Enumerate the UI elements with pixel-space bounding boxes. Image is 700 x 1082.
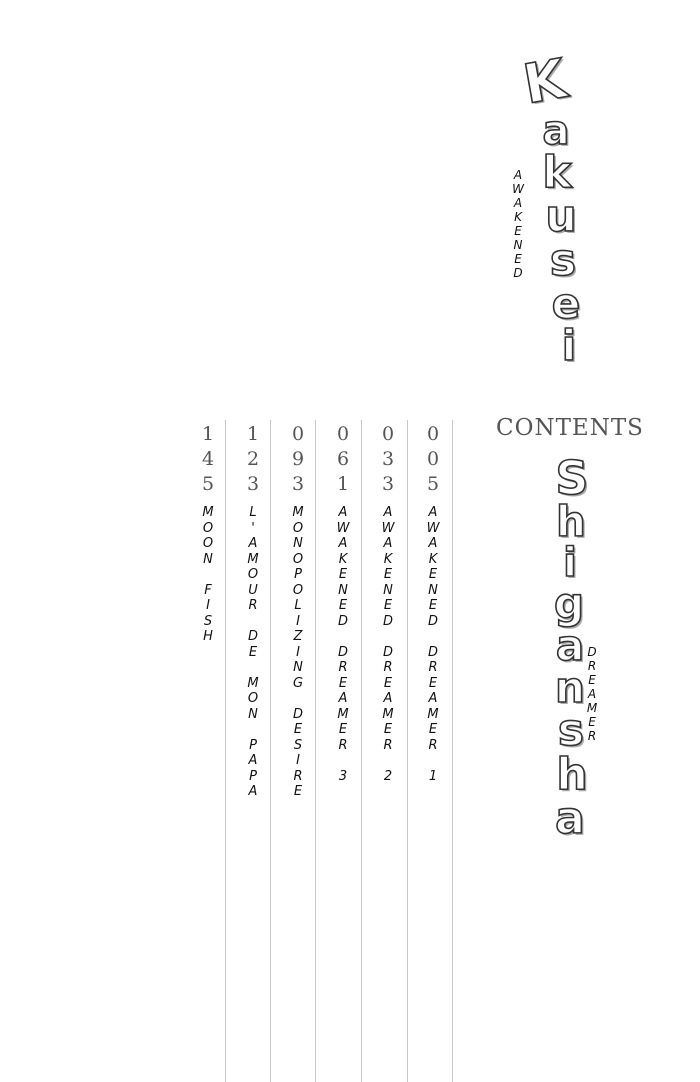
title-letter: i [561,321,577,370]
vertical-char: K [383,551,393,567]
vertical-char: I [296,644,300,660]
vertical-char: A [383,536,393,551]
vertical-char: E [293,784,303,799]
vertical-char [206,567,210,583]
subtitle-char: D [587,645,597,659]
vertical-char: K [428,551,438,567]
title-letter: g [553,579,585,628]
vertical-char: A [383,505,393,520]
vertical-char: 2 [383,768,393,784]
vertical-char: R [338,660,348,675]
contents-entry[interactable] [373,422,403,784]
vertical-char: E [383,722,393,737]
vertical-char: 1 [246,423,260,445]
vertical-char: I [296,613,300,629]
column-divider [361,420,362,1082]
vertical-char: A [338,536,348,551]
vertical-char: M [247,675,259,691]
vertical-char: D [292,706,303,722]
vertical-char: G [292,675,304,691]
vertical-char: E [428,567,438,582]
title-letter: i [563,540,577,586]
title-letter: u [545,191,577,242]
vertical-char: 3 [291,473,305,495]
vertical-char: R [428,737,438,753]
vertical-char: 3 [381,473,395,495]
entry-title [427,505,440,784]
vertical-char: O [292,520,304,536]
entry-title [292,505,303,800]
vertical-char: D [247,629,258,644]
entry-page-number [247,422,259,497]
contents-entry[interactable] [418,422,448,784]
vertical-char: W [426,520,440,536]
vertical-char: Z [293,629,303,644]
vertical-char: N [293,536,303,551]
vertical-char: S [293,737,303,753]
vertical-char: 5 [426,473,440,495]
vertical-char: A [248,784,258,799]
vertical-char: O [202,520,214,536]
vertical-char: E [248,644,258,660]
vertical-char: S [203,613,213,629]
vertical-char: N [293,660,303,675]
vertical-char: 0 [426,448,440,470]
vertical-char: E [428,722,438,737]
subtitle-char: A [587,687,597,701]
vertical-char [251,722,255,738]
vertical-char: 0 [426,423,440,445]
vertical-char: R [383,737,393,753]
vertical-char: D [337,644,348,660]
subtitle-char: W [512,182,524,196]
subtitle-char: M [586,701,598,715]
vertical-char: M [292,505,304,520]
title-letter: s [549,235,577,286]
vertical-char: 6 [336,448,350,470]
vertical-char [251,614,255,630]
vertical-char: W [336,520,350,536]
vertical-char [386,753,390,769]
vertical-char: 1 [428,768,438,784]
vertical-char: M [382,706,394,722]
vertical-char: R [428,660,438,675]
vertical-char: A [248,536,258,551]
vertical-char: R [338,737,348,753]
vertical-char: P [249,737,257,753]
vertical-char: A [338,691,348,706]
entry-title [247,505,258,800]
vertical-char: D [337,613,348,629]
title-kakusei-subtitle [510,168,526,280]
subtitle-char: E [588,673,596,687]
vertical-char: A [383,691,393,706]
column-divider [407,420,408,1082]
title-letter: a [555,793,585,844]
vertical-char: A [248,753,258,768]
vertical-char: H [203,629,213,644]
vertical-char: I [296,753,300,768]
vertical-char: E [383,598,393,613]
contents-heading: CONTENTS [496,415,644,441]
entry-page-number [292,422,304,497]
vertical-char: 3 [338,768,348,784]
vertical-char [386,629,390,645]
vertical-char: E [383,567,393,582]
contents-entry[interactable] [238,422,268,800]
vertical-char: O [247,691,259,706]
vertical-char: D [427,613,438,629]
column-divider [270,420,271,1082]
vertical-char: N [428,582,438,598]
vertical-char: N [248,706,258,722]
vertical-char: 5 [201,473,215,495]
subtitle-char: R [587,729,597,743]
vertical-char: E [338,675,348,691]
subtitle-char: N [513,238,523,252]
column-divider [315,420,316,1082]
vertical-char: O [202,536,214,551]
vertical-char [341,629,345,645]
vertical-char: A [428,691,438,706]
column-divider [225,420,226,1082]
vertical-char: W [381,520,395,536]
contents-entry[interactable] [283,422,313,800]
vertical-char [251,660,255,676]
vertical-char: P [249,768,257,784]
title-letter: S [555,451,589,505]
subtitle-char: A [513,168,523,182]
vertical-char: N [383,582,393,598]
vertical-char: 1 [336,473,350,495]
contents-entry[interactable] [193,422,223,645]
contents-entry[interactable] [328,422,358,784]
entry-title [337,505,350,784]
vertical-char: R [383,660,393,675]
entry-title [202,505,213,645]
vertical-char: O [292,582,304,598]
vertical-char: M [337,706,349,722]
vertical-char [431,753,435,769]
vertical-char: F [204,582,212,598]
vertical-char: E [428,675,438,691]
vertical-char: 0 [336,423,350,445]
subtitle-char: K [514,210,522,224]
vertical-char: M [247,551,259,567]
vertical-char: A [338,505,348,520]
title-letter: K [518,46,571,117]
vertical-char: O [247,567,259,582]
title-letter: h [556,497,586,546]
vertical-char: M [202,505,214,520]
title-letter: a [542,108,570,154]
vertical-char: 9 [291,448,305,470]
vertical-char: I [206,598,210,613]
vertical-char: 2 [246,448,260,470]
vertical-char: E [428,598,438,613]
column-divider [452,420,453,1082]
vertical-char: E [338,722,348,737]
title-letter: s [557,705,585,756]
vertical-char: 3 [246,473,260,495]
vertical-char: D [427,644,438,660]
vertical-char: 0 [381,423,395,445]
vertical-char: D [382,644,393,660]
vertical-char: M [427,706,439,722]
vertical-char: 1 [201,423,215,445]
vertical-char: L [294,598,302,613]
title-letter: e [551,279,581,328]
vertical-char: E [338,598,348,613]
title-letter: n [555,663,585,712]
vertical-char: N [338,582,348,598]
vertical-char: R [293,768,303,784]
vertical-char: E [383,675,393,691]
vertical-char: P [294,567,302,582]
subtitle-char: R [587,659,597,673]
subtitle-char: E [514,252,522,266]
subtitle-char: A [513,196,523,210]
vertical-char: 4 [201,448,215,470]
vertical-char: O [292,551,304,567]
subtitle-char: E [514,224,522,238]
vertical-char: E [293,722,303,737]
subtitle-char: D [513,266,523,280]
subtitle-char: E [588,715,596,729]
entry-title [382,505,395,784]
vertical-char [431,629,435,645]
vertical-char: N [203,551,213,567]
title-letter: k [542,147,572,198]
vertical-char: L [249,505,257,520]
vertical-char [296,691,300,707]
vertical-char: E [338,567,348,582]
vertical-char [341,753,345,769]
title-letter: a [555,621,585,670]
vertical-char: A [428,505,438,520]
vertical-char: K [338,551,348,567]
vertical-char: R [248,598,258,613]
title-letter: h [556,749,588,800]
vertical-char: 0 [291,423,305,445]
entry-page-number [337,422,349,497]
entry-page-number [427,422,439,497]
vertical-char: 3 [381,448,395,470]
entry-page-number [202,422,214,497]
vertical-char: ' [251,520,255,536]
vertical-char: A [428,536,438,551]
vertical-char: U [248,582,258,598]
vertical-char: D [382,613,393,629]
title-shigansha-subtitle [584,645,600,743]
entry-page-number [382,422,394,497]
